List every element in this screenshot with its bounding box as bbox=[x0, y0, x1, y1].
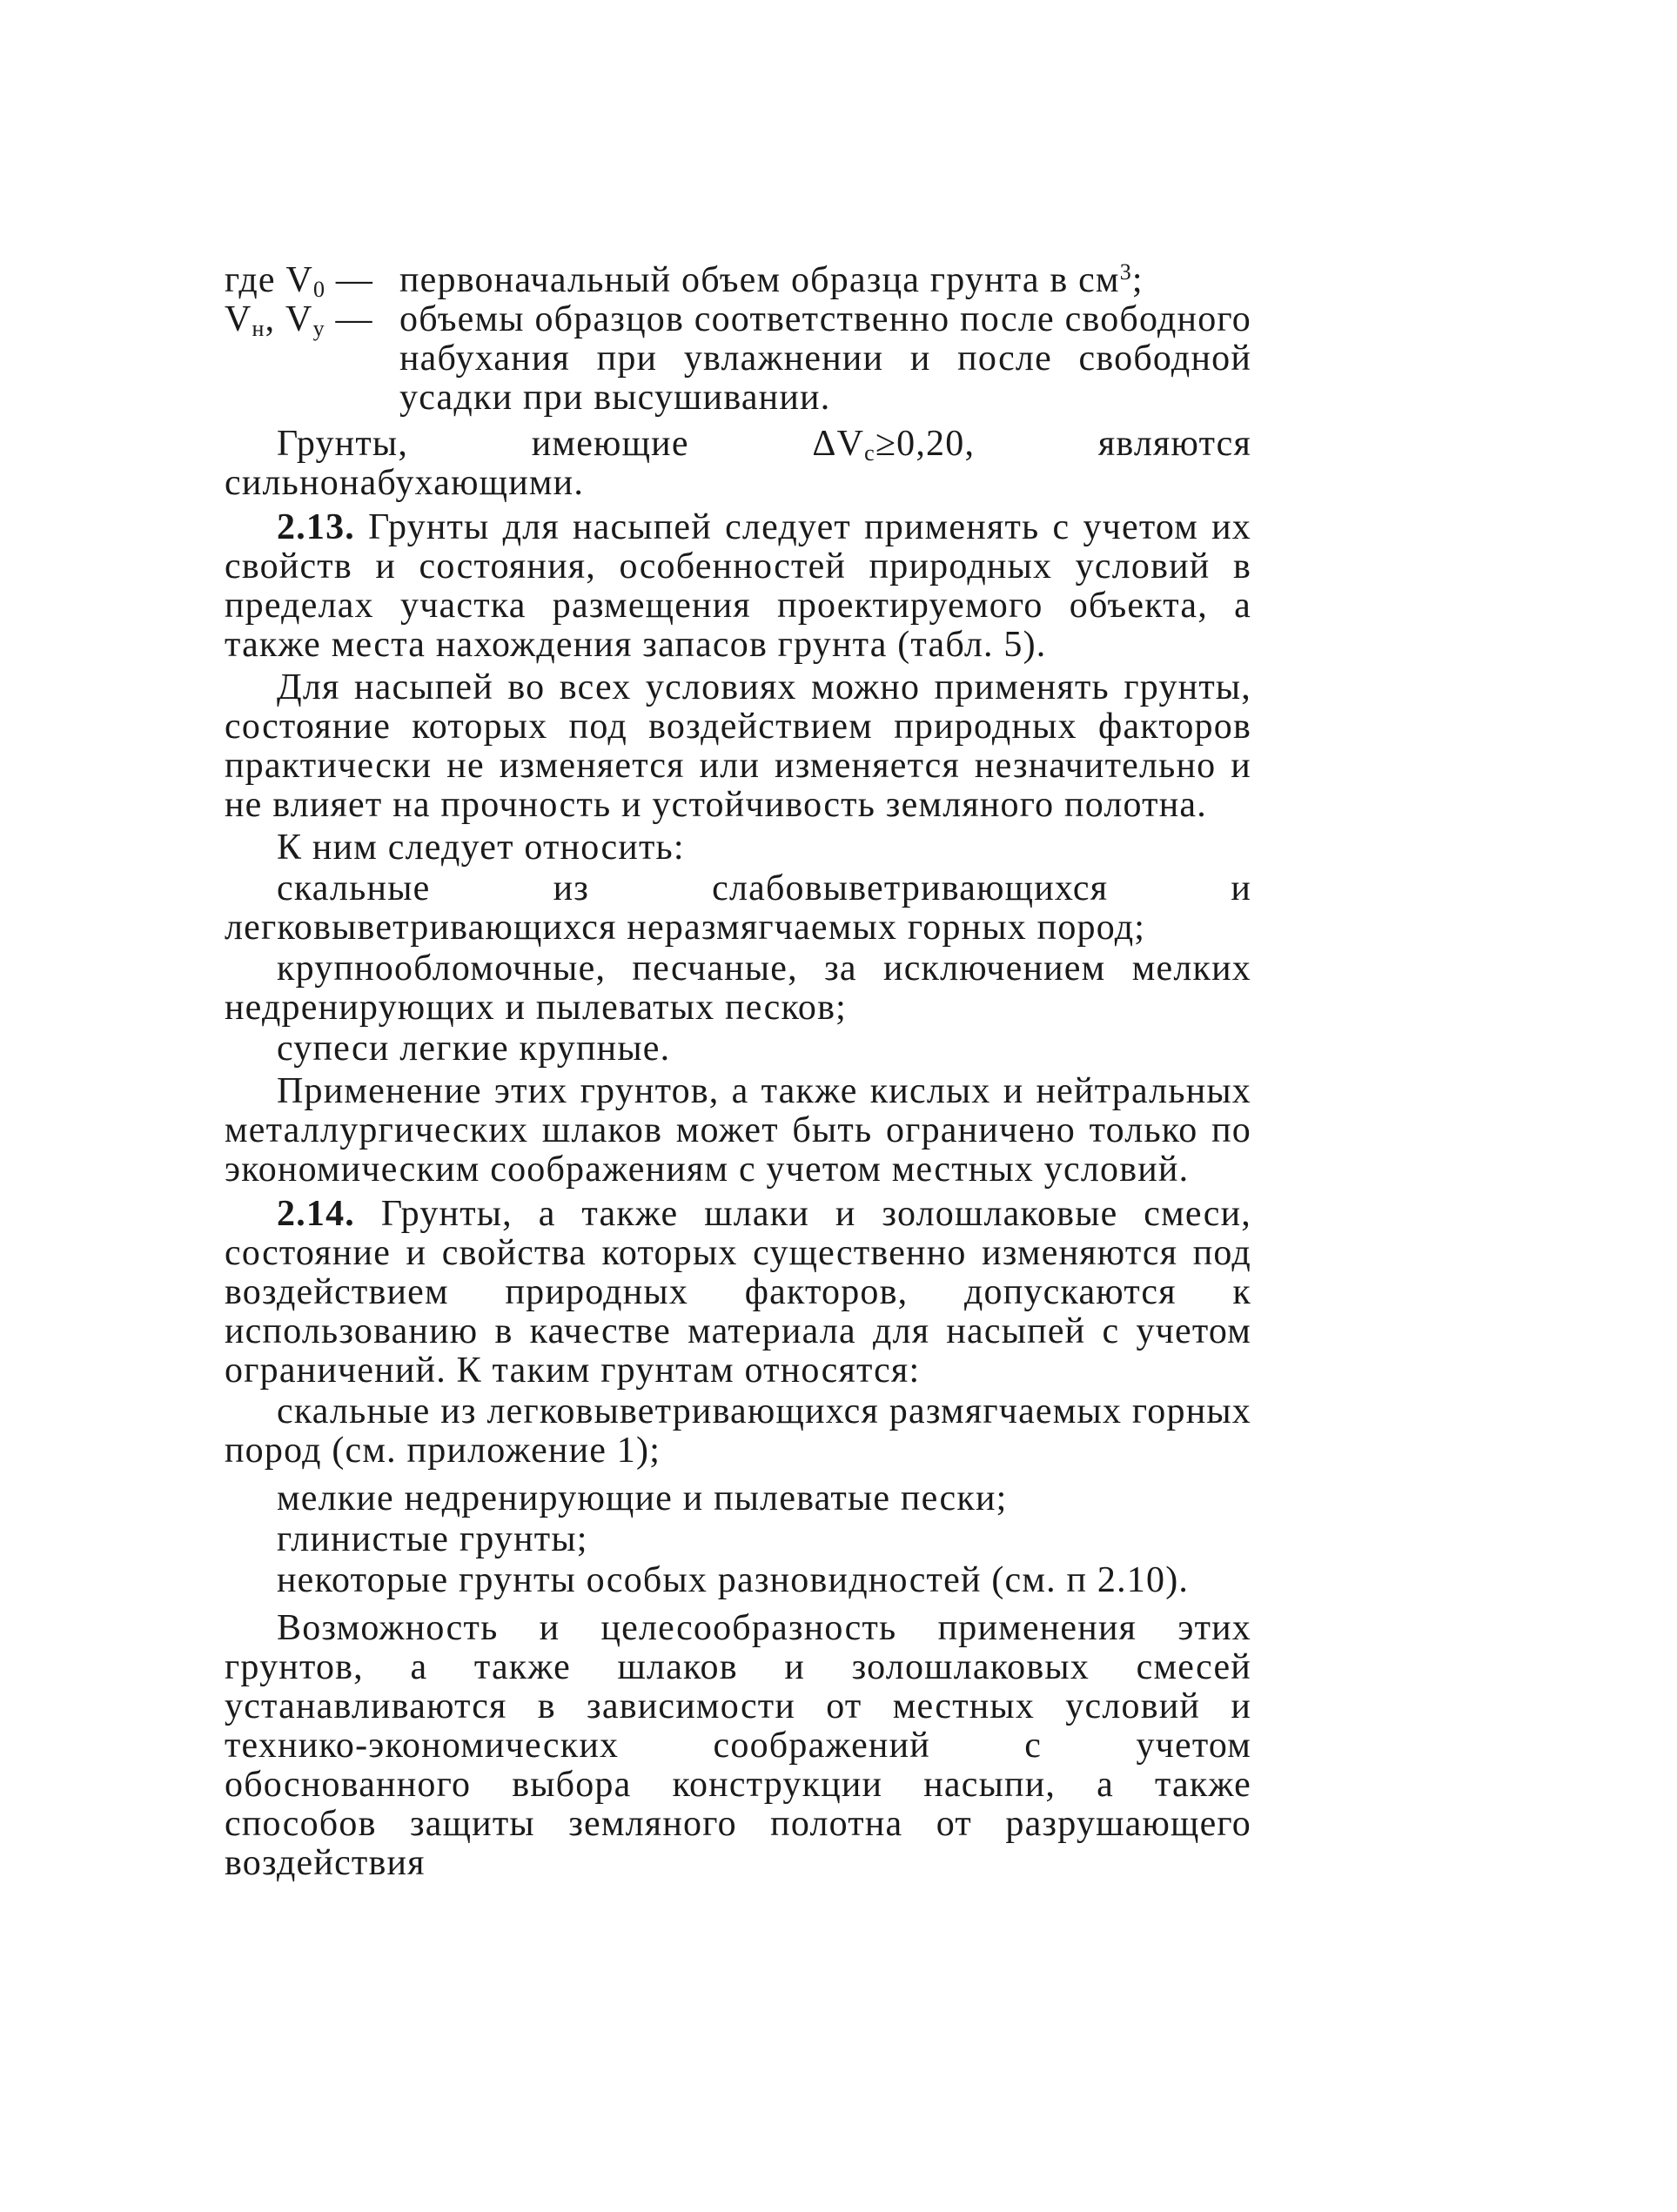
definition-superscript: 3 bbox=[1119, 259, 1132, 285]
term-dash: — bbox=[325, 299, 373, 339]
section-number: 2.14. bbox=[277, 1194, 355, 1234]
section-2-13 bbox=[225, 508, 1251, 665]
definition-text-end: ; bbox=[1131, 260, 1144, 300]
criterion-subscript: c bbox=[864, 440, 875, 466]
section-number: 2.13. bbox=[277, 507, 355, 547]
term-dash: — bbox=[325, 260, 374, 300]
section-text: Грунты, а также шлаки и золошлаковые смеси, состояние и свойства которых существенно изменяются под воздействием природных факторов, допускаются к использованию в качестве материала для насыпей с учетом ограничений. К таким грунтам относятся: bbox=[225, 1194, 1252, 1391]
definition-text-main: первоначальный объем образца грунта в см bbox=[399, 260, 1120, 300]
term-subscript-2: у bbox=[312, 316, 325, 341]
term-text: V bbox=[225, 299, 252, 339]
definition-term bbox=[225, 261, 399, 300]
term-text-mid: , V bbox=[265, 299, 313, 339]
criterion-paragraph bbox=[225, 425, 1251, 503]
criterion-text-end: ≥0,20, являются сильнонабухающими. bbox=[225, 424, 1252, 503]
criterion-text: Грунты, имеющие ΔV bbox=[277, 424, 865, 464]
paragraph-vozmozhnost: Возможность и целесообразность применения этих грунтов, а также шлаков и золошлаковых смесей устанавливаются в зависимости от местных условий и технико-экономических соображений с учетом обоснованного выбора конструкции насыпи, а также способов защиты земляного полотна от разрушающего воздействия bbox=[225, 1608, 1251, 1883]
term-subscript: н bbox=[252, 316, 265, 341]
section-2-14 bbox=[225, 1195, 1251, 1391]
list-item: глинистые грунты; bbox=[277, 1519, 588, 1559]
list-item: супеси легкие крупные. bbox=[277, 1029, 671, 1069]
text-column bbox=[225, 261, 1251, 1883]
section-text: Грунты для насыпей следует применять с учетом их свойств и состояния, особенностей природных условий в пределах участка размещения проектируемого объекта, а также места нахождения запасов грунта (табл. 5). bbox=[225, 507, 1252, 665]
paragraph-primenenie: Применение этих грунтов, а также кислых и нейтральных металлургических шлаков может быть ограничено только по экономическим соображениям с учетом местных условий. bbox=[225, 1071, 1251, 1190]
definition-text: объемы образцов соответственно после свободного набухания при увлажнении и после свободной усадки при высушивании. bbox=[399, 299, 1251, 418]
list-item: мелкие недренирующие и пылеватые пески; bbox=[277, 1478, 1008, 1518]
paragraph-otnosit: К ним следует относить: bbox=[277, 828, 685, 868]
definition-term bbox=[225, 300, 399, 339]
list-item: некоторые грунты особых разновидностей (см. п 2.10). bbox=[277, 1560, 1190, 1600]
definition-vn-vy bbox=[225, 300, 1251, 418]
definition-v0 bbox=[225, 261, 1251, 300]
term-subscript: 0 bbox=[312, 277, 326, 302]
list-item: скальные из слабовыветривающихся и легковыветривающихся неразмягчаемых горных пород; bbox=[225, 868, 1251, 948]
definitions-block bbox=[225, 261, 1251, 418]
list-item: крупнообломочные, песчаные, за исключением мелких недренирующих и пылеватых песков; bbox=[225, 948, 1251, 1028]
definition-text bbox=[399, 261, 1251, 300]
paragraph-nasypi: Для насыпей во всех условиях можно применять грунты, состояние которых под воздействием природных факторов практически не изменяется или изменяется незначительно и не влияет на прочность и устойчивость земляного полотна. bbox=[225, 667, 1251, 825]
list-item: скальные из легковыветривающихся размягчаемых горных пород (см. приложение 1); bbox=[225, 1391, 1251, 1471]
term-text: где V bbox=[225, 260, 313, 300]
